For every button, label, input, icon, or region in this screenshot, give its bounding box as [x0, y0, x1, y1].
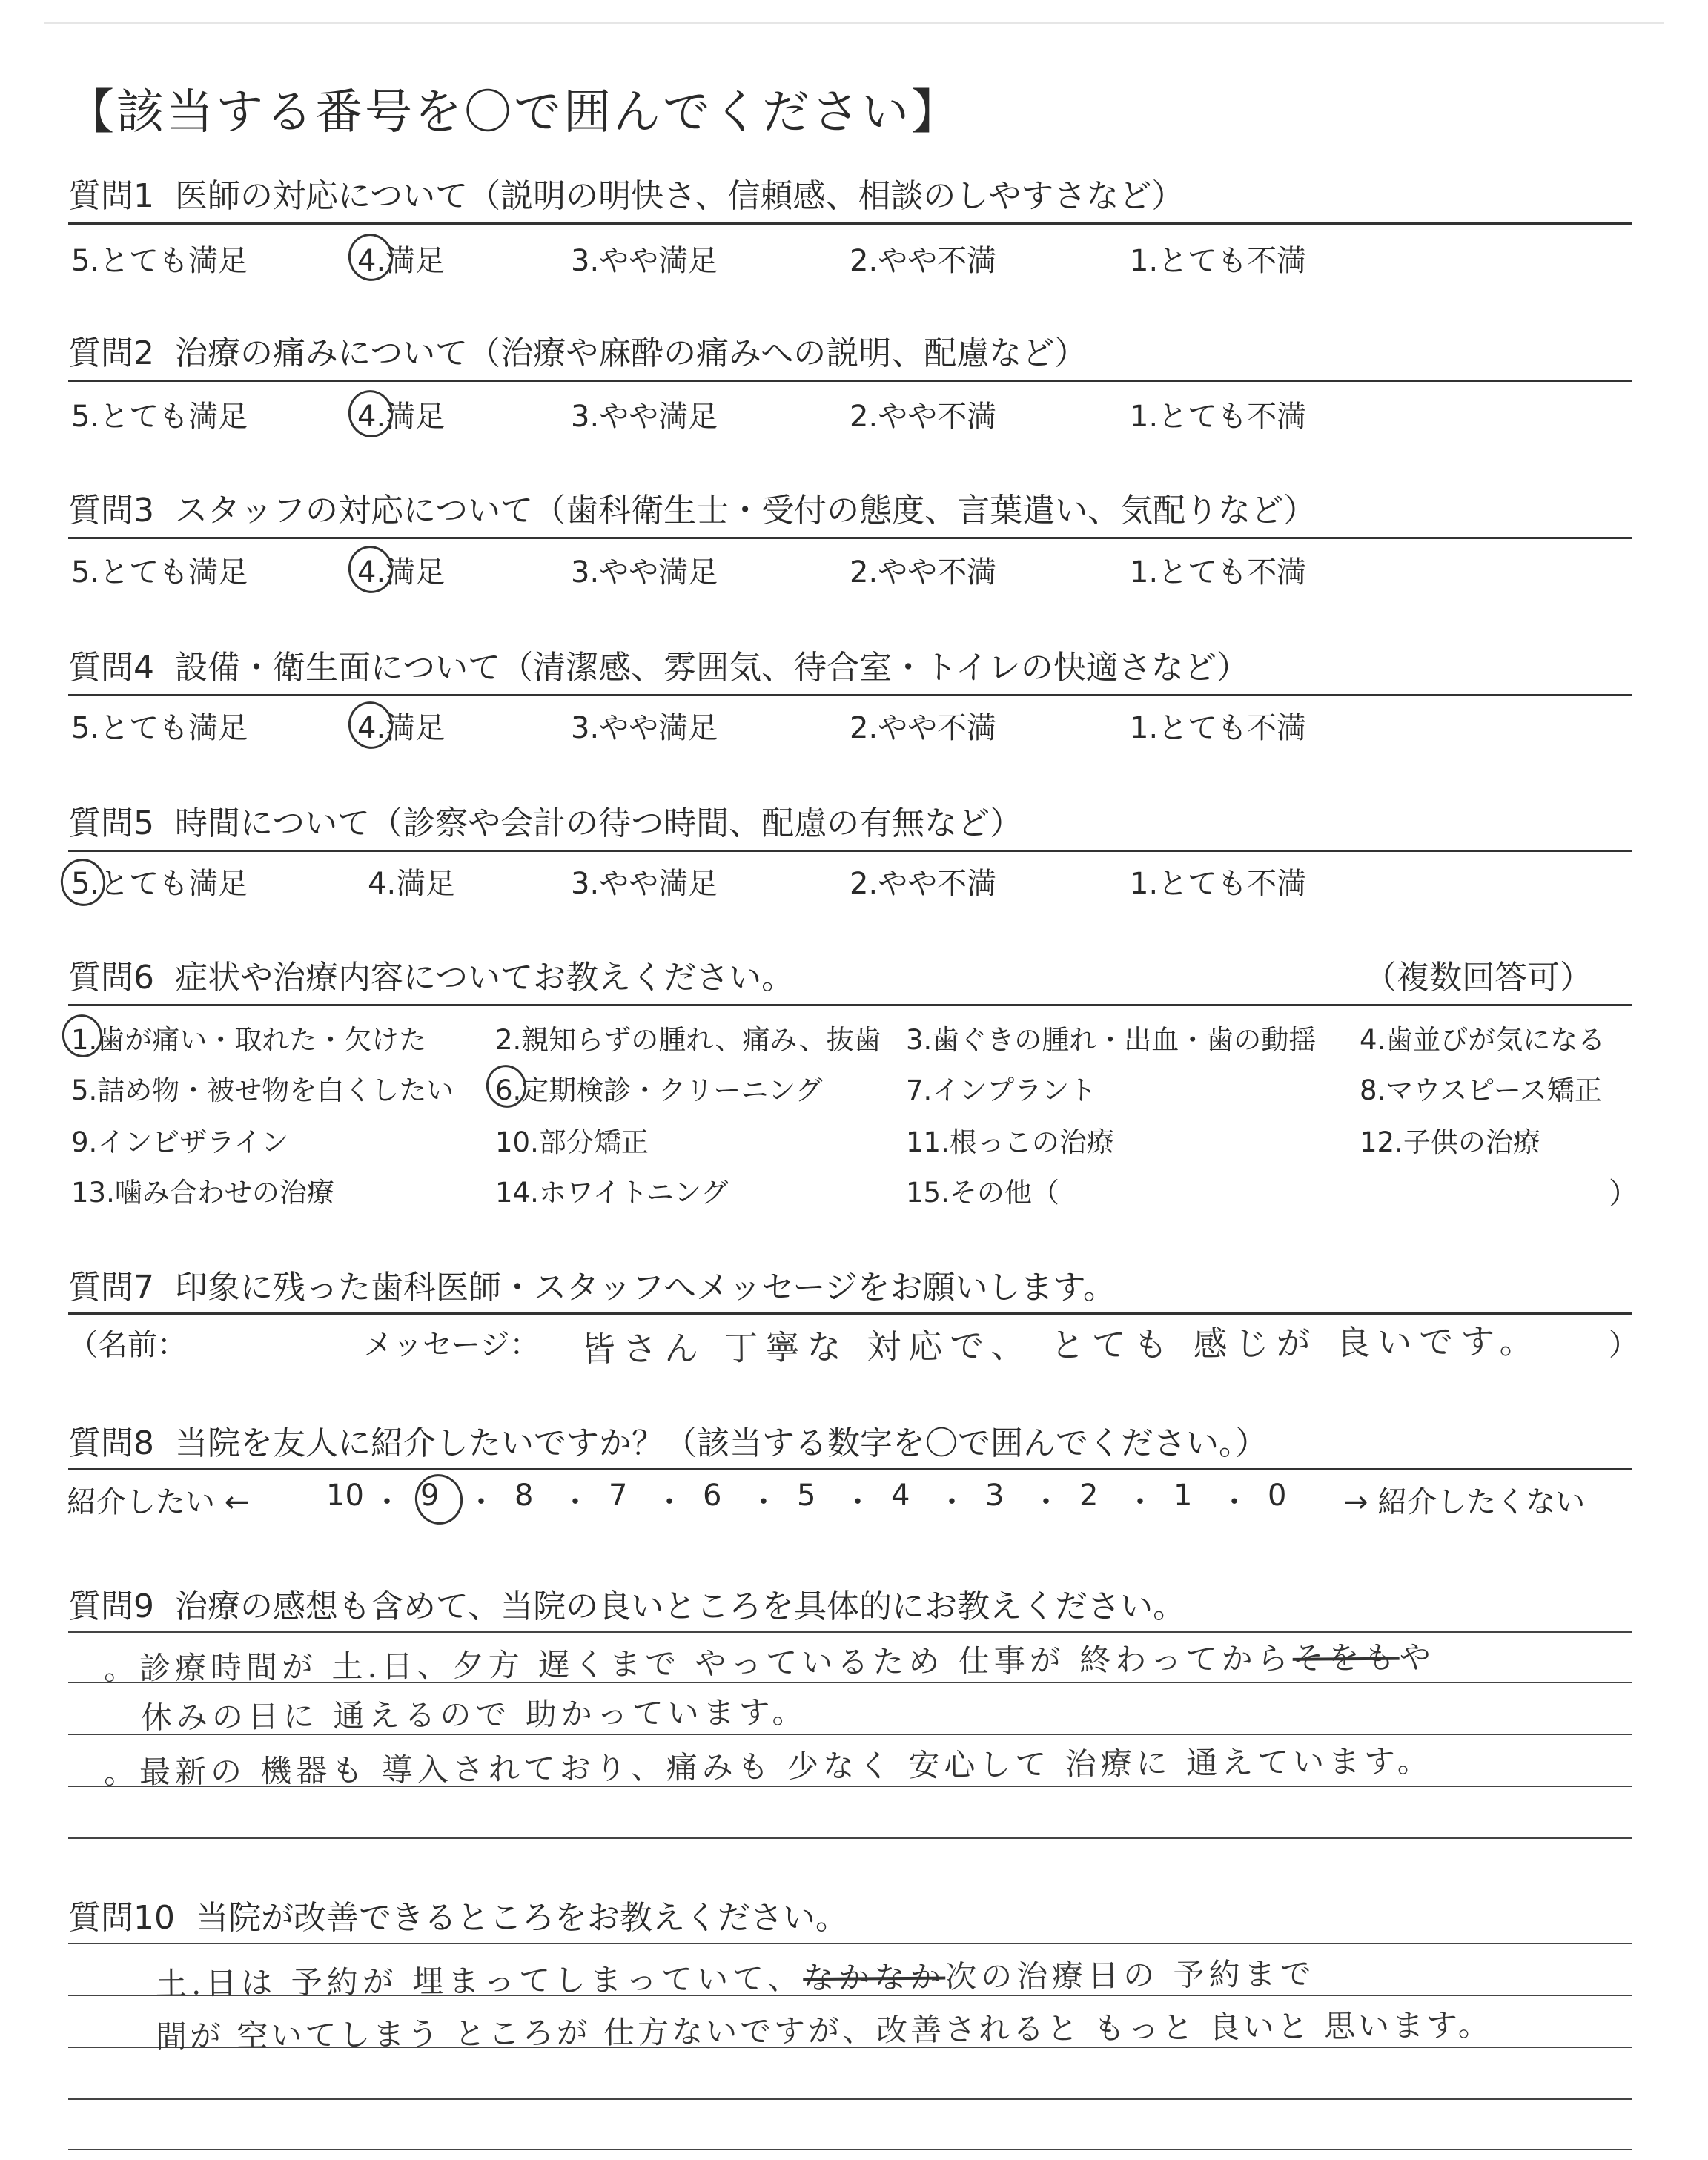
scale-value-6[interactable]: 6: [703, 1479, 722, 1513]
question-1-rule: [68, 222, 1632, 225]
q1-option-4[interactable]: 4.満足: [357, 244, 446, 278]
question-number: 質問3: [68, 492, 154, 529]
q6-option-5[interactable]: 5.詰め物・被せ物を白くしたい: [71, 1074, 454, 1106]
q2-option-4[interactable]: 4.満足: [357, 400, 446, 434]
top-rule: [44, 22, 1664, 24]
question-1-heading: [68, 169, 1184, 217]
struck-out-text: なかなか: [803, 1958, 946, 1997]
question-number: 質問10: [68, 1899, 175, 1937]
q6-option-11[interactable]: 11.根っこの治療: [906, 1126, 1114, 1158]
page-title: 【該当する番号を〇で囲んでください】: [67, 85, 961, 140]
question-text: 当院が改善できるところをお教えください。: [196, 1899, 848, 1937]
scale-value-4[interactable]: 4: [891, 1479, 910, 1513]
q9-answer-text: 。診療時間が 土.日、夕方 遅くまで やっているため 仕事が 終わってから: [103, 1639, 1293, 1687]
q6-option-3[interactable]: 3.歯ぐきの腫れ・出血・歯の動揺: [906, 1024, 1317, 1056]
question-text: 当院を友人に紹介したいですか？（該当する数字を〇で囲んでください。）: [175, 1424, 1268, 1462]
q9-answer-line-3[interactable]: 。最新の 機器も 導入されており、痛みも 少なく 安心して 治療に 通えています。: [103, 1743, 1433, 1791]
question-text: 治療の痛みについて（治療や麻酔の痛みへの説明、配慮など）: [175, 334, 1088, 372]
name-label: （名前：: [68, 1328, 187, 1362]
q10-line-4: [68, 2098, 1632, 2100]
q6-option-2[interactable]: 2.親知らずの腫れ、痛み、抜歯: [495, 1024, 881, 1056]
question-number: 質問6: [68, 959, 154, 997]
question-number: 質問4: [68, 649, 154, 687]
scale-separator: ・: [560, 1485, 590, 1519]
question-number: 質問8: [68, 1424, 154, 1462]
q6-option-12[interactable]: 12.子供の治療: [1360, 1126, 1540, 1158]
scale-separator: ・: [937, 1485, 967, 1519]
recommend-left-label: 紹介したい ←: [67, 1485, 250, 1519]
scale-value-0[interactable]: 0: [1268, 1479, 1287, 1513]
q3-option-5[interactable]: 5.とても満足: [71, 555, 248, 589]
q6-option-13[interactable]: 13.噛み合わせの治療: [71, 1177, 334, 1209]
scale-separator: ・: [372, 1485, 402, 1519]
scale-separator: ・: [1031, 1485, 1061, 1519]
q5-option-5[interactable]: 5.とても満足: [71, 867, 248, 901]
question-5-heading: [68, 796, 1022, 844]
question-text: 治療の感想も含めて、当院の良いところを具体的にお教えください。: [175, 1588, 1186, 1625]
scale-value-7[interactable]: 7: [609, 1479, 628, 1513]
scale-value-8[interactable]: 8: [514, 1479, 534, 1513]
q6-option-9[interactable]: 9.インビザライン: [71, 1126, 289, 1158]
q2-option-1[interactable]: 1.とても不満: [1130, 400, 1307, 434]
q6-option-1[interactable]: 1.歯が痛い・取れた・欠けた: [71, 1024, 427, 1056]
q5-option-2[interactable]: 2.やや不満: [850, 867, 997, 901]
q4-option-4[interactable]: 4.満足: [357, 711, 446, 745]
question-8-rule: [68, 1468, 1632, 1470]
q2-option-5[interactable]: 5.とても満足: [71, 400, 248, 434]
q4-option-1[interactable]: 1.とても不満: [1130, 711, 1307, 745]
question-number: 質問1: [68, 177, 154, 215]
q5-option-4[interactable]: 4.満足: [368, 867, 456, 901]
q10-answer-text: 土.日は 予約が 埋まってしまっていて、: [155, 1960, 804, 2002]
struck-out-text: そをも: [1292, 1639, 1400, 1677]
q4-option-3[interactable]: 3.やや満足: [571, 711, 718, 745]
multiple-answers-note: （複数回答可）: [1364, 959, 1592, 997]
q9-answer-line-1[interactable]: [104, 1633, 1435, 1689]
question-text: 印象に残った歯科医師・スタッフへメッセージをお願いします。: [175, 1269, 1116, 1307]
scale-separator: ・: [843, 1485, 873, 1519]
q3-option-2[interactable]: 2.やや不満: [850, 555, 997, 589]
scale-value-10[interactable]: 10: [326, 1479, 364, 1513]
q6-option-6[interactable]: 6.定期検診・クリーニング: [495, 1074, 823, 1106]
q6-option-4[interactable]: 4.歯並びが気になる: [1360, 1024, 1606, 1056]
q1-option-2[interactable]: 2.やや不満: [850, 244, 997, 278]
question-text: スタッフの対応について（歯科衛生士・受付の態度、言葉遣い、気配りなど）: [175, 492, 1317, 529]
scale-separator: ・: [466, 1485, 496, 1519]
question-number: 質問5: [68, 805, 154, 842]
q1-option-5[interactable]: 5.とても満足: [71, 244, 248, 278]
q5-option-1[interactable]: 1.とても不満: [1130, 867, 1307, 901]
q9-answer-line-2[interactable]: 休みの日に 通えるので 助かっています。: [140, 1694, 808, 1736]
question-6-heading: [68, 951, 794, 998]
q1-option-1[interactable]: 1.とても不満: [1130, 244, 1307, 278]
recommend-right-label: → 紹介したくない: [1343, 1485, 1586, 1519]
q7-close-paren: ）: [1609, 1328, 1638, 1362]
q10-answer-text-cont: 次の治療日の 予約まで: [945, 1955, 1316, 1995]
scale-separator: ・: [749, 1485, 778, 1519]
q6-option-8[interactable]: 8.マウスピース矯正: [1360, 1074, 1602, 1106]
scale-separator: ・: [655, 1485, 684, 1519]
question-6-rule: [68, 1004, 1632, 1006]
question-text: 医師の対応について（説明の明快さ、信頼感、相談のしやすさなど）: [175, 177, 1185, 215]
question-3-rule: [68, 537, 1632, 539]
message-label: メッセージ：: [363, 1328, 540, 1362]
question-text: 時間について（診察や会計の待つ時間、配慮の有無など）: [175, 805, 1023, 842]
question-text: 設備・衛生面について（清潔感、雰囲気、待合室・トイレの快適さなど）: [175, 649, 1249, 687]
question-number: 質問7: [68, 1269, 154, 1307]
q9-answer-end: や: [1399, 1639, 1435, 1676]
q9-line-5: [68, 1837, 1632, 1839]
scale-value-3[interactable]: 3: [985, 1479, 1004, 1513]
question-2-rule: [68, 380, 1632, 382]
question-3-heading: [68, 483, 1316, 531]
q1-option-3[interactable]: 3.やや満足: [571, 244, 718, 278]
scale-value-1[interactable]: 1: [1174, 1479, 1193, 1513]
scale-value-2[interactable]: 2: [1079, 1479, 1099, 1513]
q10-answer-line-2[interactable]: 間が 空いてしまう ところが 仕方ないですが、改善されると もっと 良いと 思います。: [155, 2007, 1492, 2055]
question-4-heading: [68, 641, 1249, 688]
q6-close-paren: ）: [1609, 1177, 1638, 1211]
question-8-heading: [68, 1416, 1268, 1464]
q5-option-3[interactable]: 3.やや満足: [571, 867, 718, 901]
scale-separator: ・: [1219, 1485, 1249, 1519]
scale-value-9[interactable]: 9: [420, 1479, 440, 1513]
q3-option-4[interactable]: 4.満足: [357, 555, 446, 589]
question-2-heading: [68, 326, 1087, 374]
question-7-heading: [68, 1261, 1116, 1308]
scale-separator: ・: [1125, 1485, 1155, 1519]
question-number: 質問9: [68, 1588, 154, 1625]
q6-option-10[interactable]: 10.部分矯正: [495, 1126, 649, 1158]
question-4-rule: [68, 694, 1632, 696]
question-text: 症状や治療内容についてお教えください。: [175, 959, 795, 997]
q10-line-1: [68, 1943, 1632, 1944]
question-9-heading: [68, 1579, 1185, 1627]
question-10-heading: [68, 1891, 848, 1938]
question-number: 質問2: [68, 334, 154, 372]
q4-option-5[interactable]: 5.とても満足: [71, 711, 248, 745]
q10-line-5: [68, 2149, 1632, 2150]
q6-option-15[interactable]: 15.その他（: [906, 1177, 1059, 1209]
q6-option-7[interactable]: 7.インプラント: [906, 1074, 1097, 1106]
question-5-rule: [68, 850, 1632, 852]
handwritten-message[interactable]: 皆さん 丁寧な 対応で、 とても 感じが 良いです。: [580, 1321, 1541, 1370]
question-7-rule: [68, 1312, 1632, 1315]
scale-value-5[interactable]: 5: [797, 1479, 816, 1513]
q2-option-2[interactable]: 2.やや不満: [850, 400, 997, 434]
q6-option-14[interactable]: 14.ホワイトニング: [495, 1177, 729, 1209]
q3-option-3[interactable]: 3.やや満足: [571, 555, 718, 589]
q2-option-3[interactable]: 3.やや満足: [571, 400, 718, 434]
q3-option-1[interactable]: 1.とても不満: [1130, 555, 1307, 589]
q4-option-2[interactable]: 2.やや不満: [850, 711, 997, 745]
